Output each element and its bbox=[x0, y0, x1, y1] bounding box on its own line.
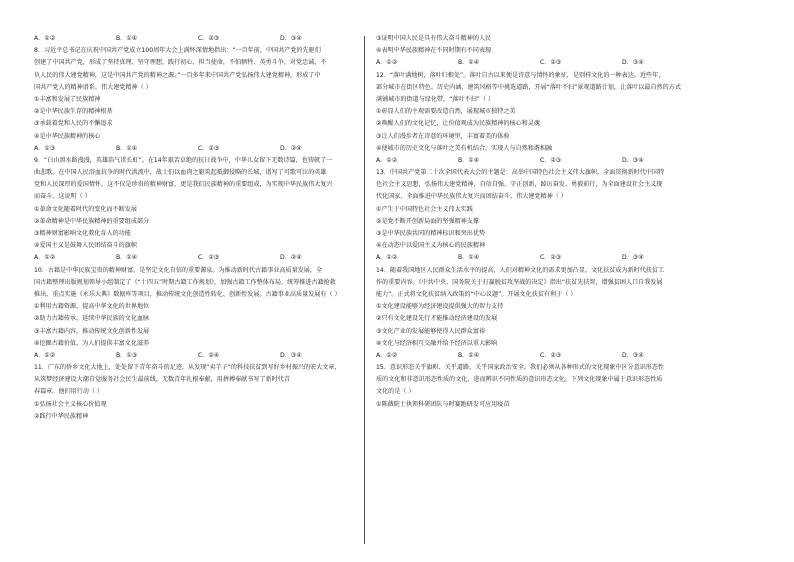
option-b: B．①④ bbox=[116, 35, 138, 42]
option-c: C．②③ bbox=[540, 59, 562, 67]
answer-options bbox=[34, 33, 364, 45]
option-a: A．①③ bbox=[34, 144, 56, 152]
question-15-stem: 质的文化和非意识形态性质的文化，进而辨识不同性质的意识形态文化。下列文化现象中属于意识形态性质 bbox=[376, 376, 663, 384]
option-c: C．②④ bbox=[198, 351, 220, 359]
option-d: D．③④ bbox=[622, 351, 644, 359]
option-c: C．②③ bbox=[198, 35, 220, 42]
option-b: B．①④ bbox=[458, 59, 480, 67]
statement-item: ①产生于中国特色社会主义伟大实践 bbox=[376, 205, 473, 213]
column-divider bbox=[364, 36, 365, 544]
option-d: D．③④ bbox=[622, 59, 644, 67]
statement-item: ③证明中国人民是具有伟大奋斗精神的人民 bbox=[376, 35, 492, 42]
question-12-stem: 部分城市在街区特色、历史内涵、建筑风格等中挑选道路，开展“落叶不扫”景观道路计划，让落叶以最自然的方式 bbox=[376, 83, 681, 91]
question-14-stem: 能力”。正式将文化扶贫纳入政策的“中心议题”。开展文化扶贫有利于（ ） bbox=[376, 290, 577, 298]
statement-item: ④挖掘古籍价值，为人们提供丰富文化滋养 bbox=[34, 339, 150, 347]
option-a: A．①② bbox=[376, 351, 398, 359]
answer-options bbox=[376, 155, 706, 167]
question-9-stem: 曲悲歌。在中国人民浴血抗争的时代洪流中，战士们以血肉之躯筑起抵御侵略的长城，谱写了可歌可泣的英雄 bbox=[34, 169, 327, 177]
question-11-stem: 11．广东的侨乡文化大地上，处处留下青年奋斗的足迹。从发现“卖芋子”的科技扶贫到写好乡村振兴的宏大文章， bbox=[34, 364, 341, 372]
question-13-stem: 13．中国共产党第二十次全国代表大会的主题是：高举中国特色社会主义伟大旗帜，全面贯彻新时代中国特 bbox=[376, 169, 665, 177]
statement-item: ②唤醒人们的文化记忆，让价值观成为民族精神的核心和灵魂 bbox=[376, 120, 540, 128]
statement-item: ③承载着党和人民的不懈追求 bbox=[34, 120, 113, 128]
left-column bbox=[34, 33, 364, 423]
question-10-stem: 推出，重点实施《永乐大典》数据库等项目，推动传统文化创造性转化、创新性发展。古籍事业高质量发展有（ ） bbox=[34, 290, 341, 298]
answer-options bbox=[34, 143, 364, 155]
question-8-stem: 创建了中国共产党，形成了坚持真理、坚守理想，践行初心、担当使命，不怕牺牲、英勇斗争，对党忠诚、不 bbox=[34, 59, 327, 67]
statement-item: ④使城市的历史文化与落叶之美有机结合，实现人与自然和谐相融 bbox=[376, 144, 553, 152]
answer-options bbox=[34, 350, 364, 362]
question-15-stem: 文化的是（ ） bbox=[376, 388, 415, 396]
question-14-stem: 作的重要内容。《中共中央、国务院关于打赢脱贫攻坚战的决定》指出“扶贫先扶智，增强贫困人口自我发展 bbox=[376, 278, 663, 286]
option-c: C．②③ bbox=[198, 144, 220, 152]
statement-item: ①陈薇院士执领科研团队与时赛跑研发可应用疫苗 bbox=[376, 400, 510, 408]
statement-item: ③文化产业的发展能够使得人民群众富裕 bbox=[376, 327, 486, 335]
option-a: A．①② bbox=[34, 35, 56, 42]
option-b: B．①④ bbox=[458, 254, 480, 262]
option-c: C．②③ bbox=[540, 351, 562, 359]
question-13-stem: 代化国家、全面推进中华民族伟大复兴而团结奋斗。伟大建党精神（ ） bbox=[376, 193, 567, 201]
statement-item: ④表明中华民族精神在不同时期有不同表现 bbox=[376, 47, 492, 55]
statement-item: ④在动态中以爱国主义为核心的民族精神 bbox=[376, 242, 486, 250]
option-b: B．①④ bbox=[458, 156, 480, 164]
statement-item: ②革命精神是中华民族精神的重要组成部分 bbox=[34, 217, 150, 225]
question-14-stem: 14．随着我国地区人民群众生活水平的提高，人们对精神文化的需求更加凸显，文化扶贫成为新时代扶贫工 bbox=[376, 266, 665, 274]
question-8-stem: 负人民的伟大建党精神，这是中国共产党的精神之源。”一百多年来中国共产党弘扬伟大建党精神，形成了中 bbox=[34, 71, 321, 79]
statement-item: ②是党不断开创新局面的坚强精神支撑 bbox=[376, 217, 479, 225]
option-b: B．①④ bbox=[116, 254, 138, 262]
question-12-stem: 满铺城市的街道与绿化带，“落叶不扫”（ ） bbox=[376, 95, 494, 103]
statement-item: ③丰富古籍内容，推动传统文化创新性发展 bbox=[34, 327, 150, 335]
statement-item: ①丰富和发展了民族精神 bbox=[34, 95, 101, 103]
option-a: A．①② bbox=[376, 59, 398, 67]
statement-item: ②是中华民族生存的精神根基 bbox=[34, 108, 113, 116]
question-8-stem: 8．习近平总书记在庆祝中国共产党成立100周年大会上满怀深情地指出：“一百年前，中国共产党的先驱们 bbox=[34, 47, 321, 55]
question-12-stem: 12．“落叶满地树，落叶归根处”。落叶自古以来便是诗意与情怀的象征，是别样文化的一种表达。近些年， bbox=[376, 71, 665, 79]
option-a: A．①② bbox=[376, 156, 398, 164]
statement-item: ④爱国主义是鼓舞人民团结奋斗的旗帜 bbox=[34, 242, 137, 250]
statement-item: ①革命文化随着时代的变化而不断发展 bbox=[34, 205, 137, 213]
statement-item: ②践行中华民族精神 bbox=[34, 412, 89, 420]
answer-options bbox=[376, 57, 706, 69]
option-a: A．①② bbox=[34, 254, 56, 262]
option-b: B．①④ bbox=[458, 351, 480, 359]
option-b: B．①④ bbox=[116, 144, 138, 152]
option-a: A．①② bbox=[34, 351, 56, 359]
statement-item: ③是中华民族共同的精神标识和突出优势 bbox=[376, 230, 486, 237]
statement-item: ④文化与经济相互交融并给予经济以重大影响 bbox=[376, 339, 498, 347]
option-a: A．①② bbox=[376, 254, 398, 262]
option-c: C．②③ bbox=[540, 156, 562, 164]
statement-item: ③精神财富影响文化教化育人的功能 bbox=[34, 230, 131, 237]
option-d: D．③④ bbox=[622, 254, 644, 262]
question-9-stem: 党和人民深厚的爱国情怀，这不仅是珍贵的精神财富，更是我们民族精神的重要组成，为实现中华民族伟大复兴 bbox=[34, 181, 333, 189]
right-column bbox=[376, 33, 706, 411]
statement-item: ②助力古籍传承，延续中华民族的文化血脉 bbox=[34, 315, 150, 323]
question-9-stem: 9．“白山黑水路漫漫，英雄浩气贯长虹”。在14年艰苦卓绝的抗日战争中，中华儿女留下无数诗篇，也铸就了一 bbox=[34, 156, 333, 164]
statement-item: ①彰显人们的主观需要改造自然，展现城市独特之美 bbox=[376, 108, 516, 116]
option-d: D．③④ bbox=[280, 351, 302, 359]
option-b: B．①③ bbox=[116, 351, 138, 359]
option-c: C．②③ bbox=[540, 254, 562, 262]
option-d: D．③④ bbox=[622, 156, 644, 164]
answer-options bbox=[376, 350, 706, 362]
question-10-stem: 10．古籍是中华民族宝贵的精神财富，是坚定文化自信的重要源泉。为推动新时代古籍事业高质量发展，全 bbox=[34, 266, 323, 274]
statement-item: ②只有文化建设先行才能推动经济建设的发展 bbox=[376, 315, 498, 323]
statement-item: ③让人们漫步者在诗意的环境里，丰富着美的体验 bbox=[376, 132, 510, 140]
statement-item: ①文化建设能够为经济建设提供强大的智力支持 bbox=[376, 303, 504, 311]
question-15-stem: 15．意识形态关乎旗帜、关乎道路、关乎国家政治安全。我们必须从各种形式的文化现象中区分意识形态性 bbox=[376, 364, 665, 372]
statement-item: ①弘扬社会主义核心价值观 bbox=[34, 400, 107, 408]
question-13-stem: 色社会主义思想，弘扬伟大建党精神，自信自强、守正创新，踔厉奋发、勇毅前行，为全面建设社会主义现 bbox=[376, 181, 663, 189]
question-10-stem: 国古籍整理出版规划领导小组制定了《“十四五”时期古籍工作规划》，加强古籍工作整体布局，统筹推进古籍抢救 bbox=[34, 278, 336, 286]
question-11-stem: 从筑梦经济建设大潮自觉服务社会民生最前线，无数青年扎根奉献，用拼搏奉献书写了新时代青 bbox=[34, 376, 290, 384]
option-d: D．②④ bbox=[280, 254, 302, 262]
question-11-stem: 春篇章。他们用行动（ ） bbox=[34, 388, 103, 396]
option-c: C．②③ bbox=[198, 254, 220, 262]
option-d: D．②④ bbox=[280, 144, 302, 152]
answer-options bbox=[34, 252, 364, 264]
option-d: D．③④ bbox=[280, 35, 302, 42]
question-8-stem: 国共产党人的精神谱系。伟大建党精神（ ） bbox=[34, 83, 152, 91]
question-9-stem: 而奋斗。这说明（ ） bbox=[34, 193, 91, 201]
answer-options bbox=[376, 252, 706, 264]
statement-item: ①利用古籍资源，提高中华文化的世界地位 bbox=[34, 303, 150, 311]
statement-item: ④是中华民族精神的核心 bbox=[34, 132, 101, 140]
